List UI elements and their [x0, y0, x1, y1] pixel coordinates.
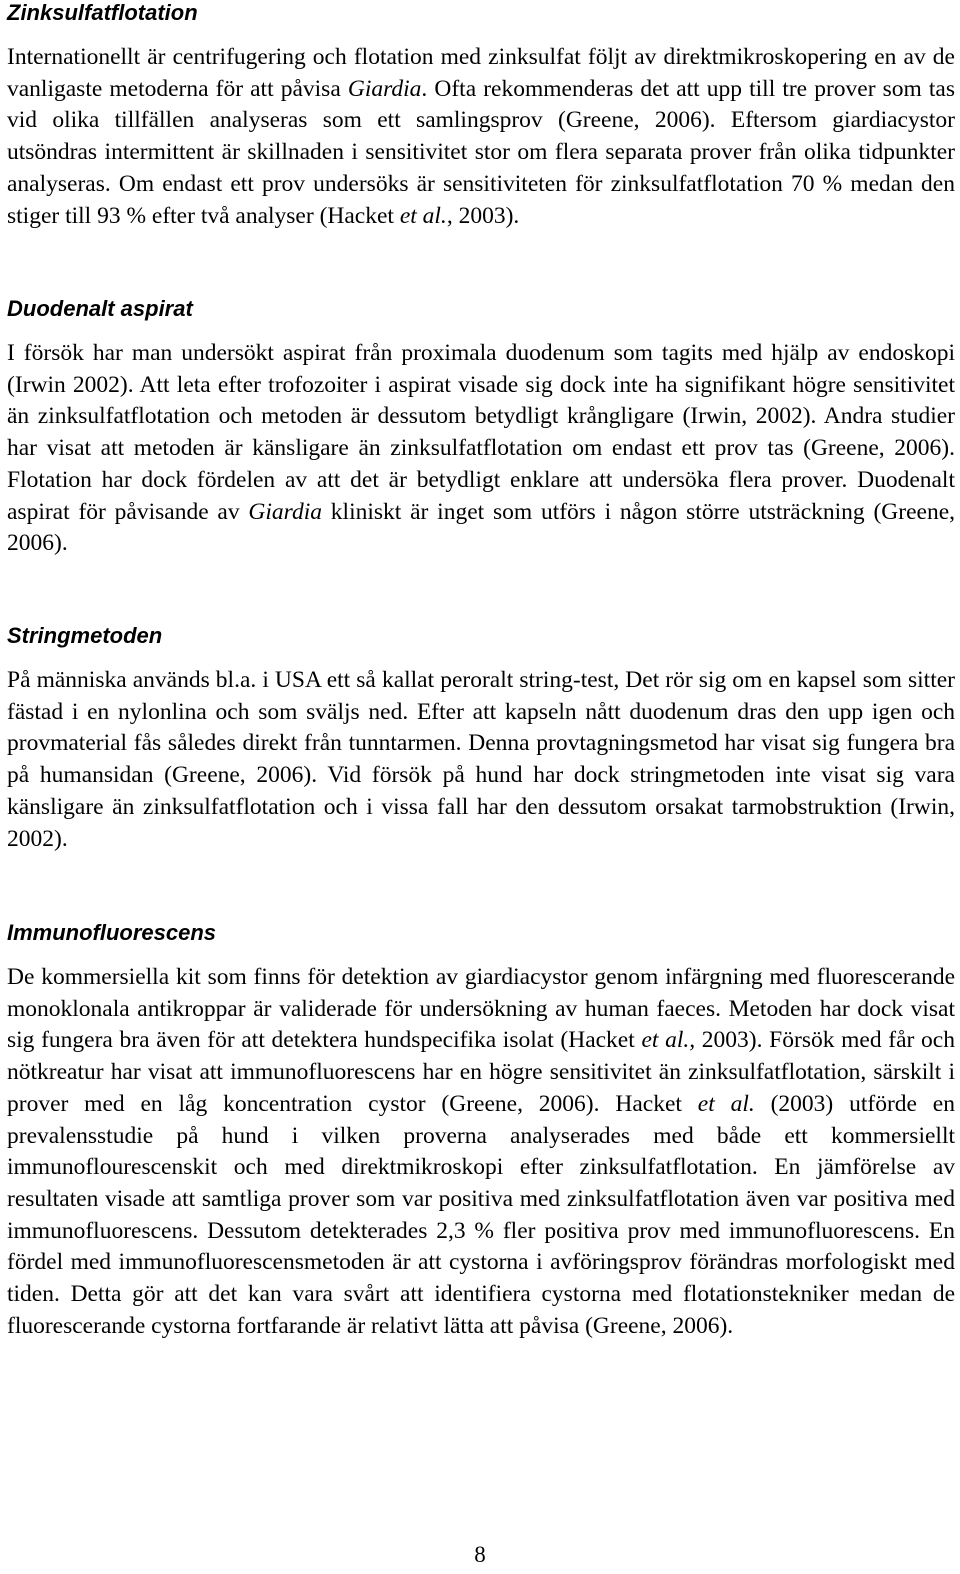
italic-term: Giardia	[248, 498, 322, 525]
section-heading-zinksulfatflotation: Zinksulfatflotation	[7, 0, 198, 25]
section-paragraph	[7, 338, 955, 560]
text-run: kliniskt är inget som utförs i någon större utsträckning (Greene, 2006).	[7, 498, 955, 557]
text-run: I försök har man undersökt aspirat från proximala duodenum som tagits med hjälp av endoskopi (Irwin 2002). Att leta efter trofozoiter i aspirat visade sig dock inte ha signifikant högre sensitivitet än zinksulfatflotation och metoden är dessutom betydligt krångligare (Irwin, 2002). Andra studier har visat att metoden är känsligare än zinksulfatflotation om endast ett prov tas (Greene, 2006). Flotation har dock fördelen av att det är betydligt enklare att undersöka flera prover. Duodenalt aspirat för påvisande av	[7, 340, 955, 525]
section-heading-duodenalt-aspirat: Duodenalt aspirat	[7, 296, 193, 321]
italic-term: et al.	[399, 202, 447, 229]
section-paragraph	[7, 665, 955, 855]
text-run: , 2003).	[446, 202, 520, 229]
section-paragraph	[7, 962, 955, 1342]
section-paragraph	[7, 42, 955, 232]
italic-term: et al.,	[641, 1027, 696, 1054]
text-run: Internationellt är centrifugering och flotation med zinksulfat följt av direktmikroskopering en av de vanligaste metoderna för att påvisa	[7, 44, 955, 102]
section-heading-stringmetoden: Stringmetoden	[7, 623, 163, 648]
page-number: 8	[474, 1542, 486, 1567]
italic-term: Giardia	[347, 75, 422, 102]
italic-term: et al.	[697, 1090, 755, 1117]
text-run: . Ofta rekommenderas det att upp till tre prover som tas vid olika tillfällen analyseras som ett samlingsprov (Greene, 2006). Eftersom giardiacystor utsöndras intermittent är skillnaden i sensitivitet stor om flera separata prover från olika tidpunkter analyseras. Om endast ett prov undersöks är sensitiviteten för zinksulfatflotation 70 % medan den stiger till 93 % efter två analyser (Hacket	[7, 75, 956, 229]
text-run: 2003). Försök med får och nötkreatur har visat att immunofluorescens har en högre sensitivitet än zinksulfatflotation, särskilt i prover med en låg koncentration cystor (Greene, 2006). Hacket	[7, 1027, 955, 1117]
text-run: På människa används bl.a. i USA ett så kallat peroralt string-test, Det rör sig om en kapsel som sitter fästad i en nylonlina och som sväljs ned. Efter att kapseln nått duodenum dras den upp igen och provmaterial fås således direkt från tunntarmen. Denna provtagningsmetod har visat sig fungera bra på humansidan (Greene, 2006). Vid försök på hund har dock stringmetoden inte visat sig vara känsligare än zinksulfatflotation och i vissa fall har den dessutom orsakat tarmobstruktion (Irwin, 2002).	[7, 667, 955, 852]
text-run: De kommersiella kit som finns för detektion av giardiacystor genom infärgning med fluorescerande monoklonala antikroppar är validerade för undersökning av human faeces. Metoden har dock visat sig fungera bra även för att detektera hundspecifika isolat (Hacket	[7, 964, 955, 1054]
text-run: (2003) utförde en prevalensstudie på hund i vilken proverna analyserades med både ett kommersiellt immunoflourescenskit och med direktmikroskopi efter zinksulfatflotation. En jämförelse av resultaten visade att samtliga prover som var positiva med zinksulfatflotation även var positiva med immunofluorescens. Dessutom detekterades 2,3 % fler positiva prov med immunofluorescens. En fördel med immunofluorescensmetoden är att cystorna i avföringsprov förändras morfologiskt med tiden. Detta gör att det kan vara svårt att identifiera cystorna med flotationstekniker medan de fluorescerande cystorna fortfarande är relativt lätta att påvisa (Greene, 2006).	[7, 1090, 955, 1339]
section-heading-immunofluorescens: Immunofluorescens	[7, 920, 217, 945]
